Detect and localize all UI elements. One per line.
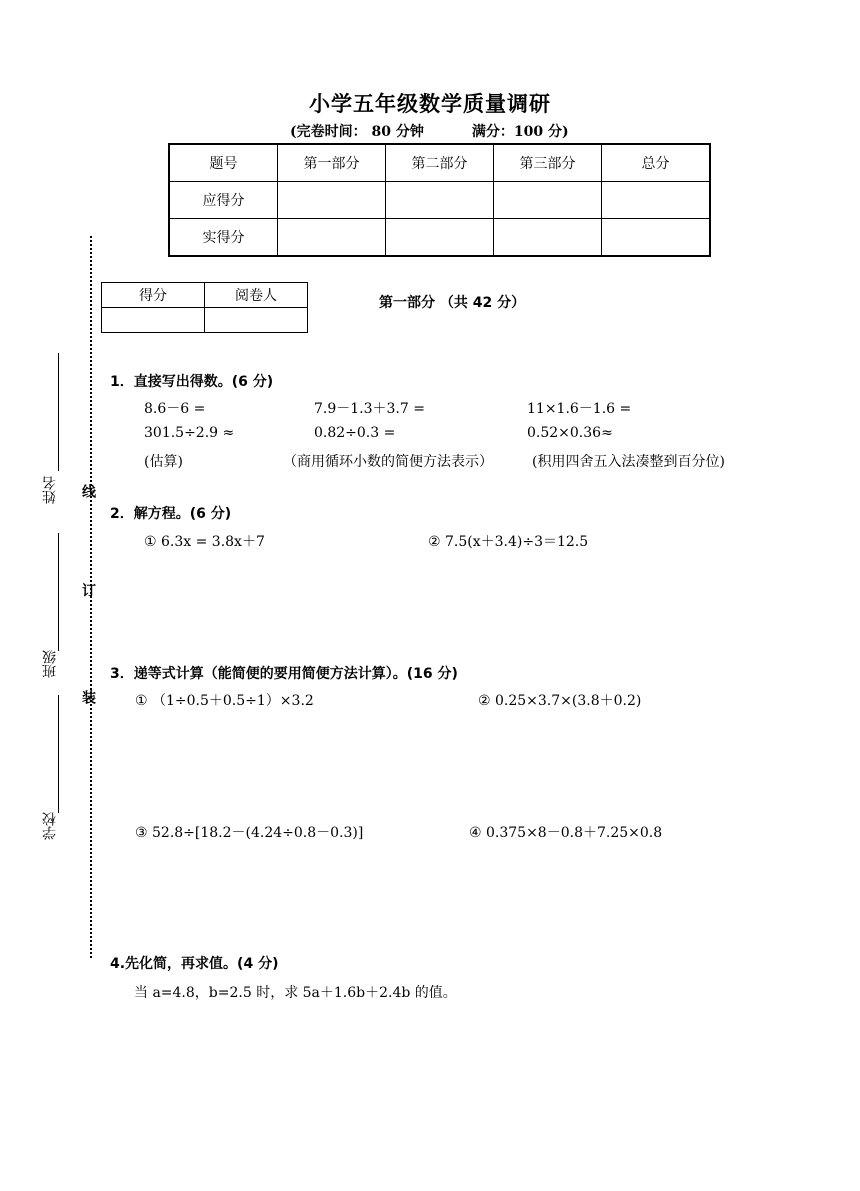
q1-note: (估算) <box>144 454 183 470</box>
grader-score-header: 得分 <box>102 283 205 308</box>
q1-item: 7.9－1.3＋3.7 = <box>314 401 425 417</box>
score-header-cell: 第三部分 <box>494 144 602 182</box>
score-header-cell: 题号 <box>169 144 278 182</box>
q1-item: 11×1.6－1.6 = <box>527 401 632 417</box>
grader-marker-header: 阅卷人 <box>205 283 308 308</box>
grader-cell <box>102 308 205 333</box>
class-fill-line <box>58 533 59 651</box>
score-cell <box>494 182 602 219</box>
q1-item: 8.6－6 = <box>144 401 206 417</box>
name-fill-line <box>58 353 59 471</box>
score-cell <box>494 219 602 257</box>
school-fill-line <box>58 695 59 813</box>
q1-note: (积用四舍五入法凑整到百分位) <box>532 454 725 470</box>
part1-title: 第一部分 （共 42 分） <box>379 295 526 311</box>
score-row-label: 应得分 <box>169 182 278 219</box>
binding-dotted-line <box>90 236 92 958</box>
grader-row <box>102 308 308 333</box>
seal-pack-char: 装 <box>80 690 96 704</box>
score-header-cell: 总分 <box>602 144 711 182</box>
score-cell <box>278 182 386 219</box>
score-header-cell: 第一部分 <box>278 144 386 182</box>
q3-item: ① （1÷0.5＋0.5÷1）×3.2 <box>135 693 314 709</box>
q1-heading: 1．直接写出得数。(6 分) <box>110 374 274 390</box>
class-label: 班级 <box>42 650 58 678</box>
time-label: (完卷时间： 80 分钟 <box>290 124 424 140</box>
seal-bind-char: 订 <box>80 583 96 597</box>
grader-table <box>101 282 308 333</box>
grader-cell <box>205 308 308 333</box>
score-table-row <box>169 219 710 257</box>
q2-heading: 2．解方程。(6 分) <box>110 506 232 522</box>
exam-info <box>290 121 569 141</box>
score-cell <box>386 182 494 219</box>
q3-item: ③ 52.8÷[18.2－(4.24÷0.8－0.3)] <box>135 825 364 841</box>
name-label: 姓名 <box>42 476 58 504</box>
score-cell <box>602 219 711 257</box>
q2-item: ① 6.3x = 3.8x＋7 <box>144 534 265 550</box>
full-score-label: 满分：100 分) <box>471 124 569 140</box>
score-cell <box>386 219 494 257</box>
q2-item: ② 7.5(x＋3.4)÷3＝12.5 <box>428 534 589 550</box>
seal-line-char: 线 <box>80 484 96 498</box>
q1-item: 0.82÷0.3 = <box>314 425 396 441</box>
score-table-header-row <box>169 144 710 182</box>
q1-item: 0.52×0.36≈ <box>527 425 613 441</box>
score-header-cell: 第二部分 <box>386 144 494 182</box>
score-cell <box>602 182 711 219</box>
score-cell <box>278 219 386 257</box>
q4-heading: 4.先化简，再求值。(4 分) <box>110 956 279 972</box>
page-title: 小学五年级数学质量调研 <box>309 91 551 116</box>
score-table-row <box>169 182 710 219</box>
q1-item: 301.5÷2.9 ≈ <box>144 425 235 441</box>
grader-header-row <box>102 283 308 308</box>
q3-item: ② 0.25×3.7×(3.8＋0.2) <box>478 693 642 709</box>
q1-note: （商用循环小数的简便方法表示） <box>283 454 493 470</box>
school-label: 学校 <box>42 812 58 840</box>
score-row-label: 实得分 <box>169 219 278 257</box>
q3-item: ④ 0.375×8－0.8＋7.25×0.8 <box>469 825 663 841</box>
score-table <box>168 143 711 257</box>
q3-heading: 3．递等式计算（能简便的要用简便方法计算）。(16 分) <box>110 666 458 682</box>
q4-text: 当 a=4.8，b=2.5 时，求 5a＋1.6b＋2.4b 的值。 <box>134 985 457 1001</box>
